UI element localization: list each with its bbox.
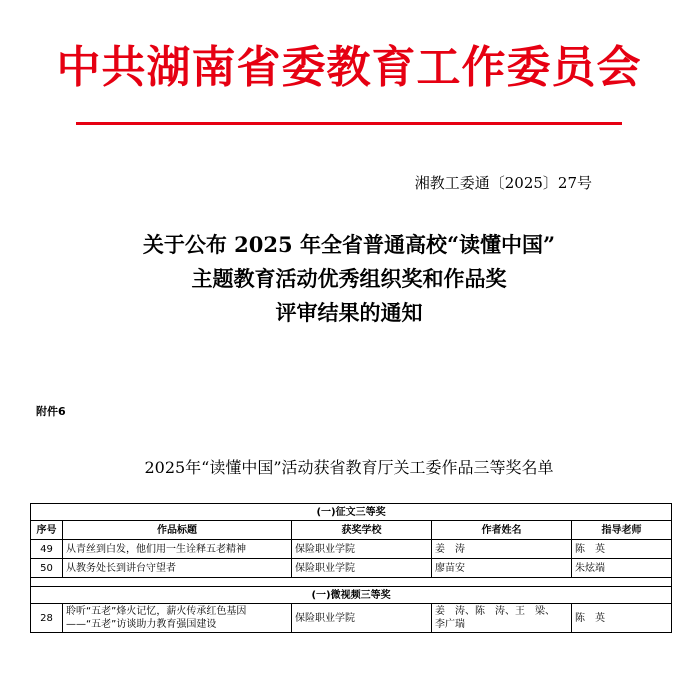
title-line-3: 评审结果的通知 <box>275 300 423 325</box>
cell-number: 49 <box>31 540 63 559</box>
cell-advisor: 朱炫端 <box>572 559 672 578</box>
table-row <box>31 604 672 633</box>
document-title <box>0 228 698 330</box>
red-divider <box>76 122 622 125</box>
document-number: 湘教工委通〔2025〕27号 <box>414 174 592 192</box>
title-line-1: 关于公布 2025 年全省普通高校“读懂中国” <box>142 232 556 257</box>
cell-title: 从青丝到白发，他们用一生诠释五老精神 <box>63 540 292 559</box>
org-header: 中共湖南省委教育工作委员会 <box>56 42 642 93</box>
cell-author-line: 姜 涛、陈 涛、王 梁、 <box>435 606 555 617</box>
column-header: 序号 <box>31 521 63 540</box>
cell-advisor: 陈 英 <box>572 540 672 559</box>
cell-title: 从教务处长到讲台守望者 <box>63 559 292 578</box>
attachment-label: 附件6 <box>36 405 66 418</box>
column-header: 指导老师 <box>572 521 672 540</box>
cell-school: 保险职业学院 <box>292 540 432 559</box>
award-table <box>30 503 672 633</box>
cell-author-line: 李广瑞 <box>435 619 465 630</box>
cell-school: 保险职业学院 <box>292 604 432 633</box>
section-heading-video <box>31 587 672 604</box>
cell-advisor: 陈 英 <box>572 604 672 633</box>
column-header: 作者姓名 <box>432 521 572 540</box>
spacer-cell <box>31 578 672 587</box>
cell-title-line: ——“五老”访谈助力教育强国建设 <box>66 619 217 630</box>
cell-title-line: 聆听“五老”烽火记忆，薪火传承红色基因 <box>66 606 247 617</box>
cell-number: 50 <box>31 559 63 578</box>
section-title: (一)征文三等奖 <box>31 504 672 521</box>
section-heading-essay <box>31 504 672 521</box>
table-row <box>31 559 672 578</box>
table-spacer-row <box>31 578 672 587</box>
cell-school: 保险职业学院 <box>292 559 432 578</box>
list-title: 2025年“读懂中国”活动获省教育厅关工委作品三等奖名单 <box>144 458 554 477</box>
column-header: 作品标题 <box>63 521 292 540</box>
table-header-row <box>31 521 672 540</box>
cell-author: 廖苗安 <box>432 559 572 578</box>
section-title: (一)微视频三等奖 <box>31 587 672 604</box>
column-header: 获奖学校 <box>292 521 432 540</box>
table-row <box>31 540 672 559</box>
cell-number: 28 <box>31 604 63 633</box>
title-line-2: 主题教育活动优秀组织奖和作品奖 <box>191 266 507 291</box>
cell-author <box>432 604 572 633</box>
cell-author: 姜 涛 <box>432 540 572 559</box>
cell-title <box>63 604 292 633</box>
